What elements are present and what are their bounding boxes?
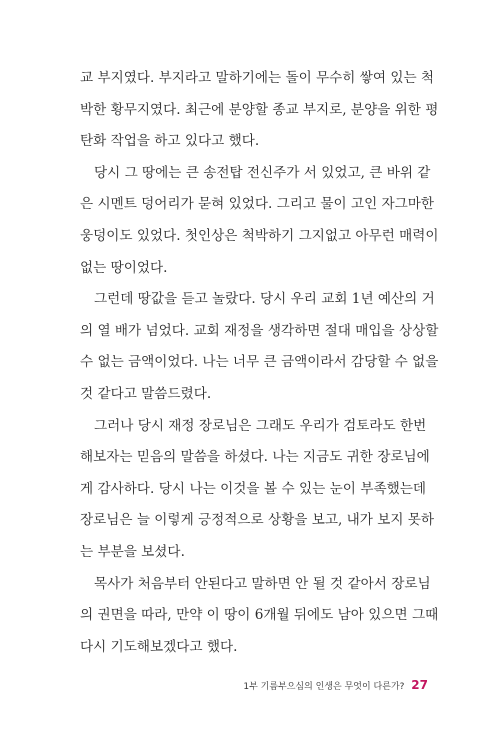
- text-line: 교 부지였다. 부지라고 말하기에는 돌이 무수히 쌓여 있는 척: [80, 70, 435, 86]
- text-line: 의 열 배가 넘었다. 교회 재정을 생각하면 절대 매입을 상상할: [80, 322, 439, 339]
- text-line: 해보자는 믿음의 말씀을 하셨다. 나는 지금도 귀한 장로님에: [80, 449, 430, 466]
- text-line: 장로님은 늘 이렇게 긍정적으로 상황을 보고, 내가 보지 못하: [80, 512, 435, 529]
- page-footer: [243, 678, 428, 694]
- paragraph-1: [80, 63, 439, 158]
- paragraph-2: [80, 158, 439, 284]
- text-line: 없는 땅이었다.: [80, 259, 168, 276]
- text-line: 것 같다고 말씀드렸다.: [80, 385, 212, 402]
- text-line: 목사가 처음부터 안된다고 말하면 안 될 것 같아서 장로님: [94, 575, 431, 592]
- text-line: 게 감사하다. 당시 나는 이것을 볼 수 있는 눈이 부족했는데: [80, 480, 426, 497]
- body-text: [80, 63, 439, 663]
- running-title: 1부 기름부으심의 인생은 무엇이 다른가?: [243, 682, 405, 692]
- paragraph-4: [80, 411, 435, 569]
- paragraph-3: [80, 284, 439, 410]
- text-line: 다시 기도해보겠다고 했다.: [80, 638, 238, 655]
- page-number: 27: [411, 678, 428, 692]
- text-line: 수 없는 금액이었다. 나는 너무 큰 금액이라서 감당할 수 없을: [80, 354, 439, 371]
- text-line: 의 권면을 따라, 만약 이 땅이 6개월 뒤에도 남아 있으면 그때: [80, 607, 439, 624]
- text-line: 그러나 당시 재정 장로님은 그래도 우리가 검토라도 한번: [94, 417, 427, 434]
- paragraph-5: [80, 569, 439, 664]
- text-line: 그런데 땅값을 듣고 놀랐다. 당시 우리 교회 1년 예산의 거: [94, 291, 435, 308]
- text-line: 웅덩이도 있었다. 첫인상은 척박하기 그지없고 아무런 매력이: [80, 227, 439, 244]
- text-line: 탄화 작업을 하고 있다고 했다.: [80, 133, 260, 150]
- text-line: 당시 그 땅에는 큰 송전탑 전신주가 서 있었고, 큰 바위 같: [94, 164, 431, 181]
- text-line: 는 부분을 보셨다.: [80, 543, 185, 560]
- text-line: 박한 황무지였다. 최근에 분양할 종교 부지로, 분양을 위한 평: [80, 101, 439, 118]
- text-line: 은 시멘트 덩어리가 묻혀 있었다. 그리고 물이 고인 자그마한: [80, 196, 435, 213]
